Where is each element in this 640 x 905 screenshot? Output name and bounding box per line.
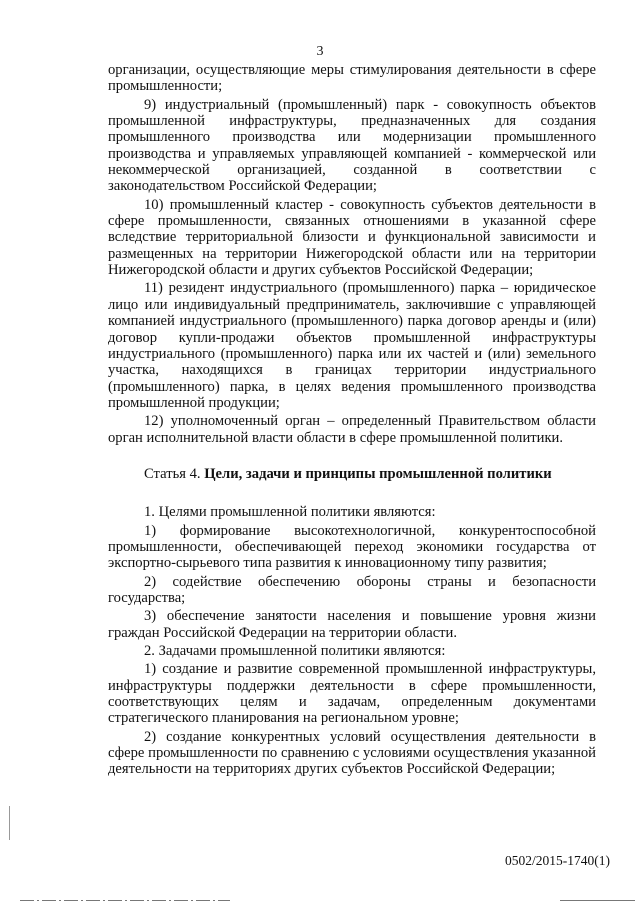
paragraph: 11) резидент индустриального (промышленного) парка – юридическое лицо или индивидуальный предприниматель, заключившие с управляющей компанией индустриального (промышленного) парка договор аренды и (или) договор купли-продажи объектов промышленной инфраструктуры индустриального (промышленного) парка или их частей и (или) земельного участка, находящихся в границах территории индустриального (промышленного) парка, в целях ведения промышленного производства промышленной продукции;	[108, 280, 596, 411]
scan-bottom-strip	[0, 899, 640, 902]
paragraph: 9) индустриальный (промышленный) парк - совокупность объектов промышленной инфраструктуры, предназначенных для создания промышленного производства или модернизации промышленного производства и управляемых управляющей компанией - коммерческой или некоммерческой организацией, созданной в соответствии с законодательством Российской Федерации;	[108, 96, 596, 195]
article-prefix: Статья 4.	[144, 465, 201, 482]
document-body	[108, 62, 596, 780]
definitions-list	[108, 62, 596, 446]
article-body	[108, 504, 596, 778]
scan-edge-mark	[8, 806, 11, 840]
article-paragraph: 3) обеспечение занятости населения и повышение уровня жизни граждан Российской Федерации на территории области.	[108, 608, 596, 641]
article-paragraph: 2) содействие обеспечению обороны страны и безопасности государства;	[108, 573, 596, 606]
article-heading	[108, 466, 596, 482]
page-number: 3	[316, 44, 324, 59]
article-paragraph: 2) создание конкурентных условий осуществления деятельности в сфере промышленности по сравнению с условиями осуществления указанной деятельности на территориях других субъектов Российской Федерации;	[108, 728, 596, 778]
paragraph: организации, осуществляющие меры стимулирования деятельности в сфере промышленности;	[108, 62, 596, 95]
article-paragraph: 1) создание и развитие современной промышленной инфраструктуры, инфраструктуры поддержки деятельности в сфере промышленности, соответствующих целям и задачам, определенным документами стратегического планирования на региональном уровне;	[108, 661, 596, 727]
document-code: 0502/2015-1740(1)	[505, 853, 610, 868]
paragraph: 12) уполномоченный орган – определенный Правительством области орган исполнительной власти области в сфере промышленной политики.	[108, 413, 596, 446]
paragraph: 10) промышленный кластер - совокупность субъектов деятельности в сфере промышленности, связанных отношениями в указанной сфере вследствие территориальной близости и функциональной зависимости и размещенных на территории Нижегородской области или на территории Нижегородской области и других субъектов Российской Федерации;	[108, 196, 596, 279]
article-paragraph: 1. Целями промышленной политики являются:	[144, 504, 436, 521]
article-title: Цели, задачи и принципы промышленной политики	[204, 465, 552, 482]
article-paragraph: 2. Задачами промышленной политики являются:	[144, 643, 446, 659]
article-paragraph: 1) формирование высокотехнологичной, конкурентоспособной промышленности, обеспечивающей переход экономики государства от экспортно-сырьевого типа развития к инновационному типу развития;	[108, 522, 596, 572]
